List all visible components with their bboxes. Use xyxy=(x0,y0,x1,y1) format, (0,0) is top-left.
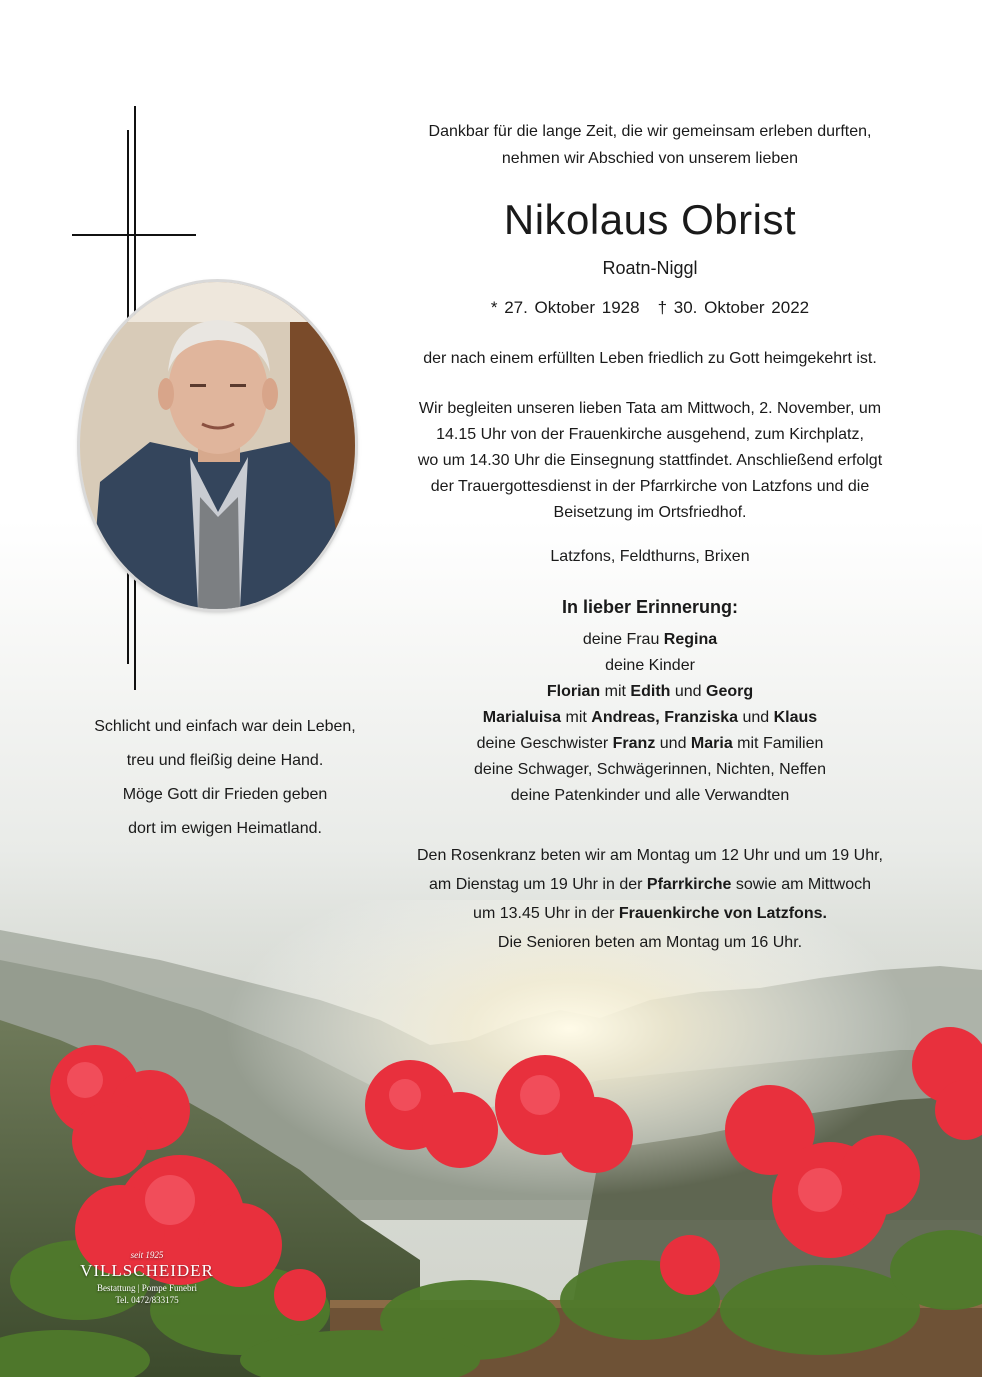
memory-family-2 xyxy=(380,705,920,731)
rosary-line-2-post: sowie am Mittwoch xyxy=(731,876,871,893)
poem-line: Schlicht und einfach war dein Leben, xyxy=(94,718,356,735)
intro-line-1: Dankbar für die lange Zeit, die wir gemeinsam erleben durften, xyxy=(428,123,872,140)
sibling-b: Maria xyxy=(690,735,733,752)
logo-subtitle: Bestattung | Pompe Funebri xyxy=(96,1283,198,1293)
logo-since: seit 1925 xyxy=(130,1250,164,1260)
poem-line: Möge Gott dir Frieden geben xyxy=(122,786,328,803)
family2-c: Klaus xyxy=(773,709,818,726)
ceremony-line: der Trauergottesdienst in der Pfarrkirche von Latzfons und die xyxy=(430,478,870,495)
memory-title: In lieber Erinnerung: xyxy=(561,597,739,617)
intro-line-2: nehmen wir Abschied von unserem lieben xyxy=(501,150,799,167)
intro-text xyxy=(380,118,920,172)
memory-siblings xyxy=(380,731,920,757)
wife-name: Regina xyxy=(663,631,718,648)
ceremony-line: 14.15 Uhr von der Frauenkirche ausgehend, zum Kirchplatz, xyxy=(436,426,864,443)
siblings-prefix: deine Geschwister xyxy=(476,735,613,752)
poem xyxy=(60,710,390,846)
rosary-line-4: Die Senioren beten am Montag um 16 Uhr. xyxy=(497,934,803,951)
memory-inlaws: deine Schwager, Schwägerinnen, Nichten, Neffen xyxy=(474,761,826,778)
family1-mit: mit xyxy=(600,683,631,700)
birth-date: * 27. Oktober 1928 xyxy=(490,298,640,317)
family1-b: Edith xyxy=(630,683,671,700)
memory-list xyxy=(380,627,920,809)
poem-line: treu und fleißig deine Hand. xyxy=(126,752,324,769)
sibling-a: Franz xyxy=(612,735,656,752)
cross-horizontal-line xyxy=(72,234,196,236)
rosary-line-3-pre: um 13.45 Uhr in der xyxy=(473,905,619,922)
family2-a: Marialuisa xyxy=(482,709,562,726)
memory-wife xyxy=(380,627,920,653)
rosary-text xyxy=(380,841,920,957)
rosary-line-3 xyxy=(380,899,920,928)
family2-mit: mit xyxy=(561,709,592,726)
places-text: Latzfons, Feldthurns, Brixen xyxy=(550,548,750,565)
logo-phone: Tel. 0472/833175 xyxy=(115,1295,179,1305)
portrait-photo xyxy=(80,282,355,609)
memory-children-label: deine Kinder xyxy=(605,657,695,674)
ceremony-text xyxy=(380,396,920,526)
ceremony-line: Beisetzung im Ortsfriedhof. xyxy=(553,504,747,521)
family1-und: und xyxy=(670,683,707,700)
family1-c: Georg xyxy=(706,683,754,700)
poem-line: dort im ewigen Heimatland. xyxy=(128,820,322,837)
landscape-with-geraniums xyxy=(0,900,982,1377)
rosary-line-2 xyxy=(380,870,920,899)
rosary-line-2-bold: Pfarrkirche xyxy=(646,876,732,893)
deceased-nickname: Roatn-Niggl xyxy=(602,258,698,278)
family2-b: Andreas, Franziska xyxy=(591,709,739,726)
death-date: † 30. Oktober 2022 xyxy=(657,298,810,317)
wife-prefix: deine Frau xyxy=(582,631,664,648)
after-text: der nach einem erfüllten Leben friedlich zu Gott heimgekehrt ist. xyxy=(423,350,877,367)
memory-relatives: deine Patenkinder und alle Verwandten xyxy=(510,787,790,804)
deceased-name: Nikolaus Obrist xyxy=(503,196,797,243)
siblings-suffix: mit Familien xyxy=(732,735,824,752)
rosary-line-2-pre: am Dienstag um 19 Uhr in der xyxy=(429,876,647,893)
logo-brand: VILLSCHEIDER xyxy=(80,1261,214,1280)
family1-a: Florian xyxy=(546,683,601,700)
rosary-line-1: Den Rosenkranz beten wir am Montag um 12 Uhr und um 19 Uhr, xyxy=(416,847,883,864)
life-dates xyxy=(380,298,920,318)
ceremony-line: wo um 14.30 Uhr die Einsegnung stattfindet. Anschließend erfolgt xyxy=(417,452,883,469)
siblings-und: und xyxy=(655,735,691,752)
family2-und: und xyxy=(738,709,774,726)
funeral-home-logo xyxy=(72,1250,222,1305)
rosary-line-3-bold: Frauenkirche von Latzfons. xyxy=(618,905,827,922)
memory-family-1 xyxy=(380,679,920,705)
ceremony-line: Wir begleiten unseren lieben Tata am Mittwoch, 2. November, um xyxy=(418,400,882,417)
